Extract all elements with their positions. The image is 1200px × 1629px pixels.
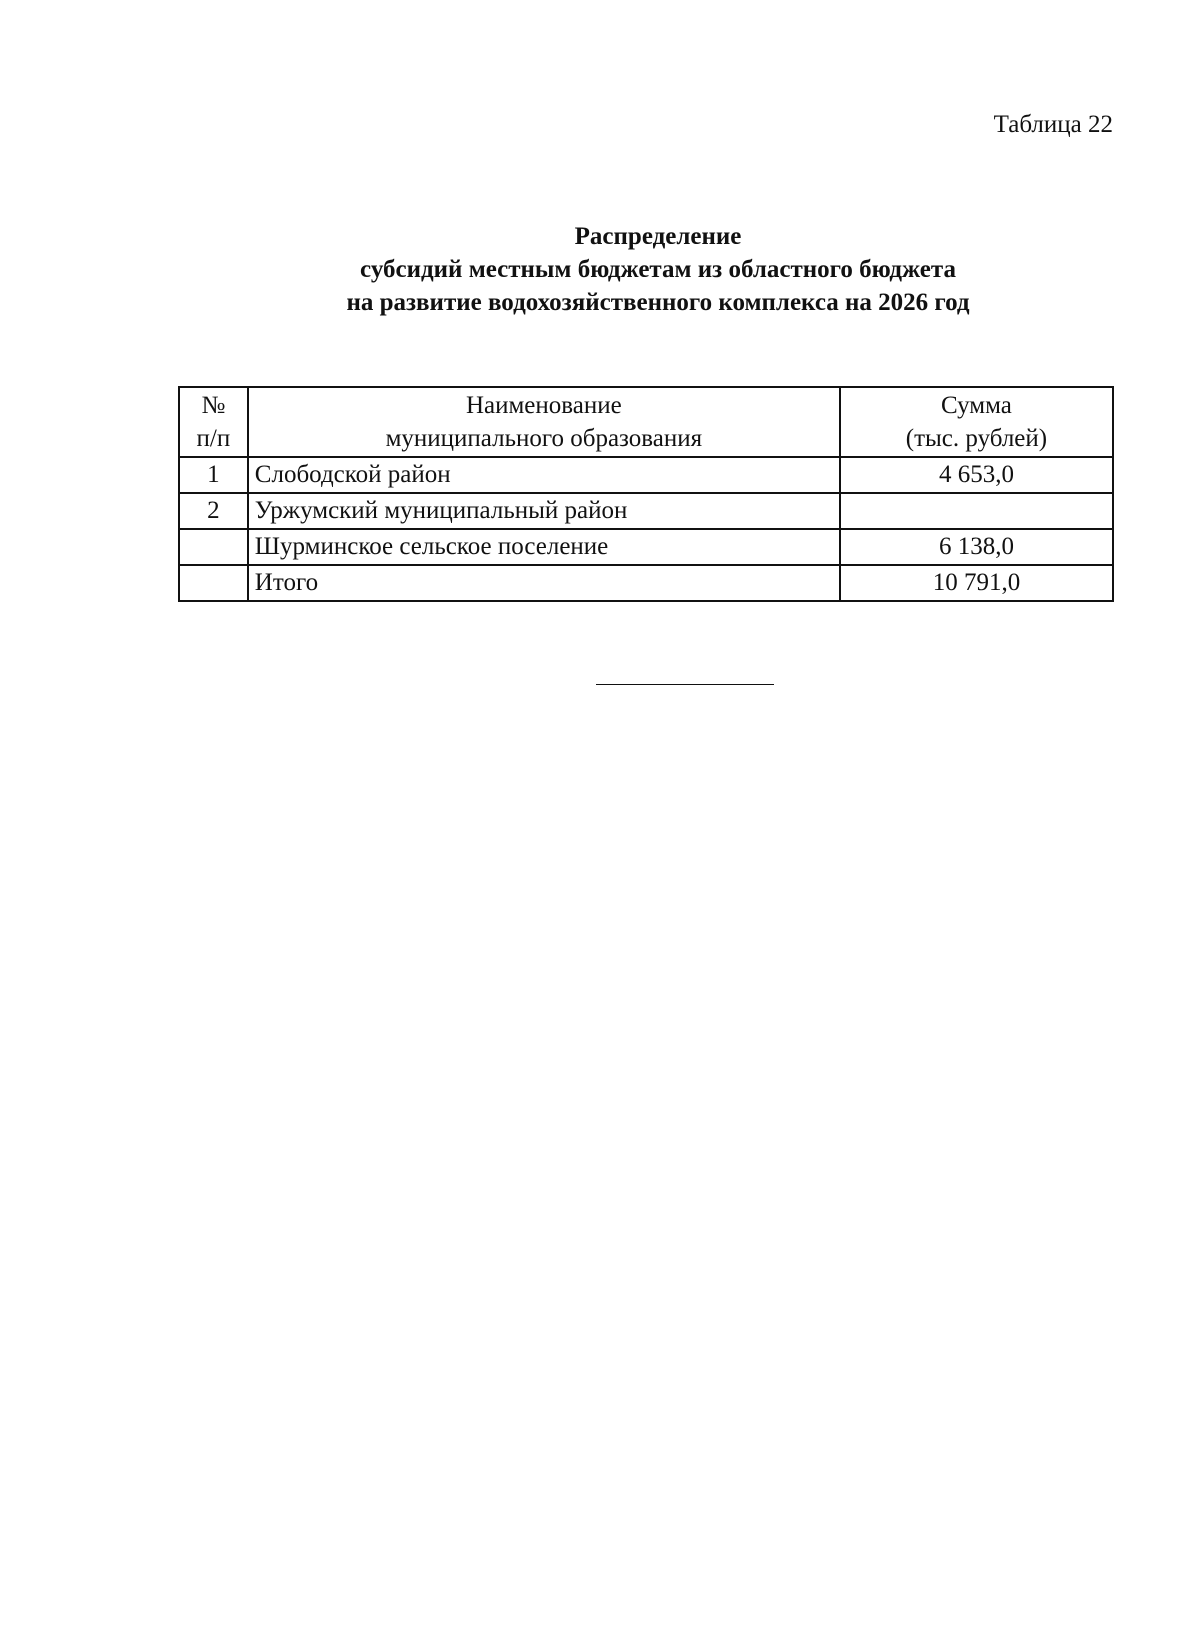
row-municipality-name: Шурминское сельское поселение xyxy=(248,529,840,565)
row-number xyxy=(179,529,248,565)
header-name xyxy=(248,387,840,457)
header-number-line-2: п/п xyxy=(196,425,231,452)
row-sum: 4 653,0 xyxy=(840,457,1113,493)
row-number xyxy=(179,565,248,601)
header-sum-line-2: (тыс. рублей) xyxy=(905,425,1048,452)
total-label: Итого xyxy=(248,565,840,601)
header-sum-line-1: Сумма xyxy=(941,392,1012,419)
table-row xyxy=(179,493,1113,529)
row-municipality-name: Уржумский муниципальный район xyxy=(248,493,840,529)
document-title xyxy=(0,220,1200,319)
table-number-label: Таблица 22 xyxy=(993,111,1113,138)
row-municipality-name: Слободской район xyxy=(248,457,840,493)
table-header-row xyxy=(179,387,1113,457)
table-row xyxy=(179,529,1113,565)
row-number: 2 xyxy=(179,493,248,529)
header-name-line-1: Наименование xyxy=(465,392,622,419)
title-line-1: Распределение xyxy=(574,223,742,250)
header-number-line-1: № xyxy=(201,392,226,419)
header-name-line-2: муниципального образования xyxy=(385,425,703,452)
table-row xyxy=(179,457,1113,493)
header-sum xyxy=(840,387,1113,457)
total-sum: 10 791,0 xyxy=(840,565,1113,601)
title-line-2: субсидий местным бюджетам из областного бюджета xyxy=(360,256,956,283)
row-sum: 6 138,0 xyxy=(840,529,1113,565)
row-sum xyxy=(840,493,1113,529)
table-total-row xyxy=(179,565,1113,601)
document-end-divider xyxy=(596,684,774,685)
header-number xyxy=(179,387,248,457)
row-number: 1 xyxy=(179,457,248,493)
subsidy-table xyxy=(178,386,1114,602)
title-line-3: на развитие водохозяйственного комплекса на 2026 год xyxy=(346,289,970,316)
